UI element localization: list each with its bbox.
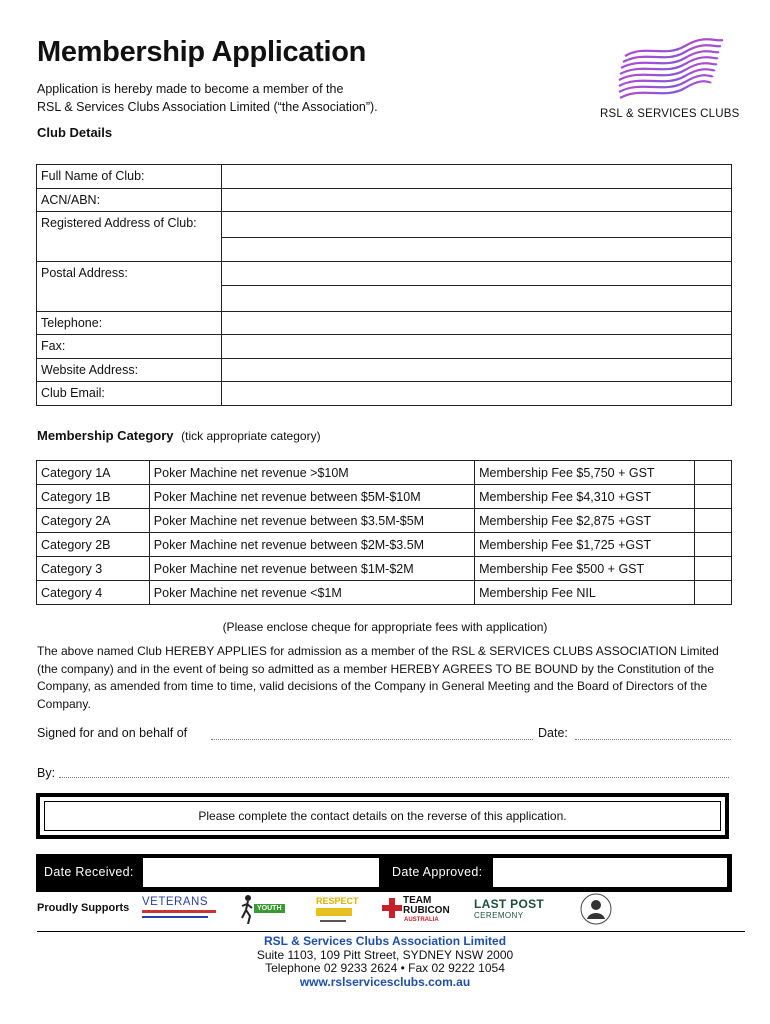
label-telephone: Telephone:	[37, 311, 222, 335]
office-use-bar	[36, 854, 732, 892]
category-tick-box[interactable]	[694, 533, 731, 557]
category-revenue: Poker Machine net revenue between $2M-$3.5M	[149, 533, 474, 557]
category-row	[37, 509, 732, 533]
club-details-heading: Club Details	[37, 125, 113, 140]
category-tick-box[interactable]	[694, 485, 731, 509]
category-revenue: Poker Machine net revenue between $3.5M-$5M	[149, 509, 474, 533]
label-postal-address: Postal Address:	[37, 262, 222, 312]
veterans-logo	[142, 896, 220, 926]
category-fee: Membership Fee $4,310 +GST	[475, 485, 695, 509]
membership-category-note: (tick appropriate category)	[181, 429, 321, 443]
last-post-sub: CEREMONY	[474, 911, 524, 920]
date-received-label: Date Received:	[44, 865, 134, 879]
category-revenue: Poker Machine net revenue between $1M-$2M	[149, 557, 474, 581]
rubicon-cross-icon	[382, 898, 402, 918]
field-fax[interactable]	[222, 335, 732, 359]
rsl-flag-logo-icon	[615, 36, 725, 108]
category-name: Category 4	[37, 581, 150, 605]
club-details-table	[36, 164, 732, 406]
respect-logo-text: RESPECT	[316, 896, 359, 906]
category-tick-box[interactable]	[694, 509, 731, 533]
category-name: Category 2B	[37, 533, 150, 557]
intro-text	[37, 80, 378, 116]
team-rubicon-logo	[382, 896, 454, 926]
label-acn: ACN/ABN:	[37, 188, 222, 212]
label-email: Club Email:	[37, 382, 222, 406]
proudly-supports-label: Proudly Supports	[37, 902, 130, 914]
page-title: Membership Application	[37, 36, 367, 68]
brand-name: RSL & SERVICES CLUBS	[600, 108, 740, 120]
row-registered-address	[37, 212, 732, 238]
agreement-text: The above named Club HEREBY APPLIES for admission as a member of the RSL & SERVICES CLUBS ASSOCIATION Limited (the company) and in the event of being so admitted as a member HEREBY AGREES TO BE BOUND by the Constitution of the Company, as amended from time to time, valid decisions of the Company in General Meeting and the Board of Directors of the Company.	[37, 644, 719, 711]
team-rubicon-sub: AUSTRALIA	[404, 917, 439, 923]
field-registered-address-2[interactable]	[222, 238, 732, 262]
category-revenue: Poker Machine net revenue <$1M	[149, 581, 474, 605]
footer-website-link[interactable]: www.rslservicesclubs.com.au	[299, 974, 471, 989]
contact-notice-box	[36, 793, 729, 839]
membership-category-title: Membership Category	[37, 428, 174, 443]
footer-divider	[37, 931, 745, 932]
field-postal-address-2[interactable]	[222, 285, 732, 311]
label-website: Website Address:	[37, 358, 222, 382]
membership-category-heading	[37, 428, 321, 443]
category-revenue: Poker Machine net revenue between $5M-$10M	[149, 485, 474, 509]
field-telephone[interactable]	[222, 311, 732, 335]
youth-challenge-logo	[240, 894, 290, 926]
by-label: By:	[37, 766, 56, 780]
row-telephone	[37, 311, 732, 335]
field-acn[interactable]	[222, 188, 732, 212]
category-row	[37, 485, 732, 509]
row-acn	[37, 188, 732, 212]
respect-logo	[316, 896, 358, 926]
signed-label: Signed for and on behalf of	[37, 726, 188, 740]
category-row	[37, 581, 732, 605]
field-postal-address-1[interactable]	[222, 262, 732, 286]
membership-category-table	[36, 460, 732, 605]
label-registered-address: Registered Address of Club:	[37, 212, 222, 262]
signed-field[interactable]	[211, 739, 533, 740]
footer-org-name: RSL & Services Clubs Association Limited	[263, 934, 507, 948]
youth-logo-text: YOUTH	[254, 904, 285, 913]
team-rubicon-text: TEAM RUBICON	[403, 895, 450, 916]
date-approved-label: Date Approved:	[392, 865, 483, 879]
date-field[interactable]	[575, 739, 731, 740]
row-email	[37, 382, 732, 406]
row-postal-address	[37, 262, 732, 286]
field-email[interactable]	[222, 382, 732, 406]
contact-notice-text: Please complete the contact details on the reverse of this application.	[44, 801, 721, 831]
last-post-logo	[474, 898, 560, 928]
category-row	[37, 557, 732, 581]
date-approved-field[interactable]	[493, 858, 727, 887]
date-received-field[interactable]	[143, 858, 379, 887]
date-label: Date:	[538, 726, 568, 740]
category-tick-box[interactable]	[694, 461, 731, 485]
category-revenue: Poker Machine net revenue >$10M	[149, 461, 474, 485]
category-fee: Membership Fee NIL	[475, 581, 695, 605]
category-name: Category 3	[37, 557, 150, 581]
row-full-name	[37, 165, 732, 189]
field-website[interactable]	[222, 358, 732, 382]
runner-icon	[240, 894, 254, 924]
category-fee: Membership Fee $5,750 + GST	[475, 461, 695, 485]
badge-portrait-icon	[580, 893, 612, 925]
intro-line-1: Application is hereby made to become a member of the	[37, 82, 344, 96]
category-row	[37, 533, 732, 557]
footer-address: Suite 1103, 109 Pitt Street, SYDNEY NSW 2000	[256, 947, 514, 962]
footer	[0, 935, 770, 989]
field-full-name[interactable]	[222, 165, 732, 189]
category-tick-box[interactable]	[694, 581, 731, 605]
footer-phone: Telephone 02 9233 2624 • Fax 02 9222 1054	[265, 961, 505, 975]
row-fax	[37, 335, 732, 359]
category-fee: Membership Fee $1,725 +GST	[475, 533, 695, 557]
category-tick-box[interactable]	[694, 557, 731, 581]
field-registered-address-1[interactable]	[222, 212, 732, 238]
by-field[interactable]	[59, 777, 729, 778]
cheque-note: (Please enclose cheque for appropriate fees with application)	[222, 620, 548, 634]
veterans-logo-text: VETERANS	[142, 896, 208, 908]
category-fee: Membership Fee $500 + GST	[475, 557, 695, 581]
category-name: Category 2A	[37, 509, 150, 533]
category-row	[37, 461, 732, 485]
row-website	[37, 358, 732, 382]
intro-line-2: RSL & Services Clubs Association Limited (“the Association”).	[37, 100, 378, 114]
label-full-name: Full Name of Club:	[37, 165, 222, 189]
last-post-text: LAST POST	[474, 897, 545, 911]
category-name: Category 1B	[37, 485, 150, 509]
category-name: Category 1A	[37, 461, 150, 485]
category-fee: Membership Fee $2,875 +GST	[475, 509, 695, 533]
label-fax: Fax:	[37, 335, 222, 359]
